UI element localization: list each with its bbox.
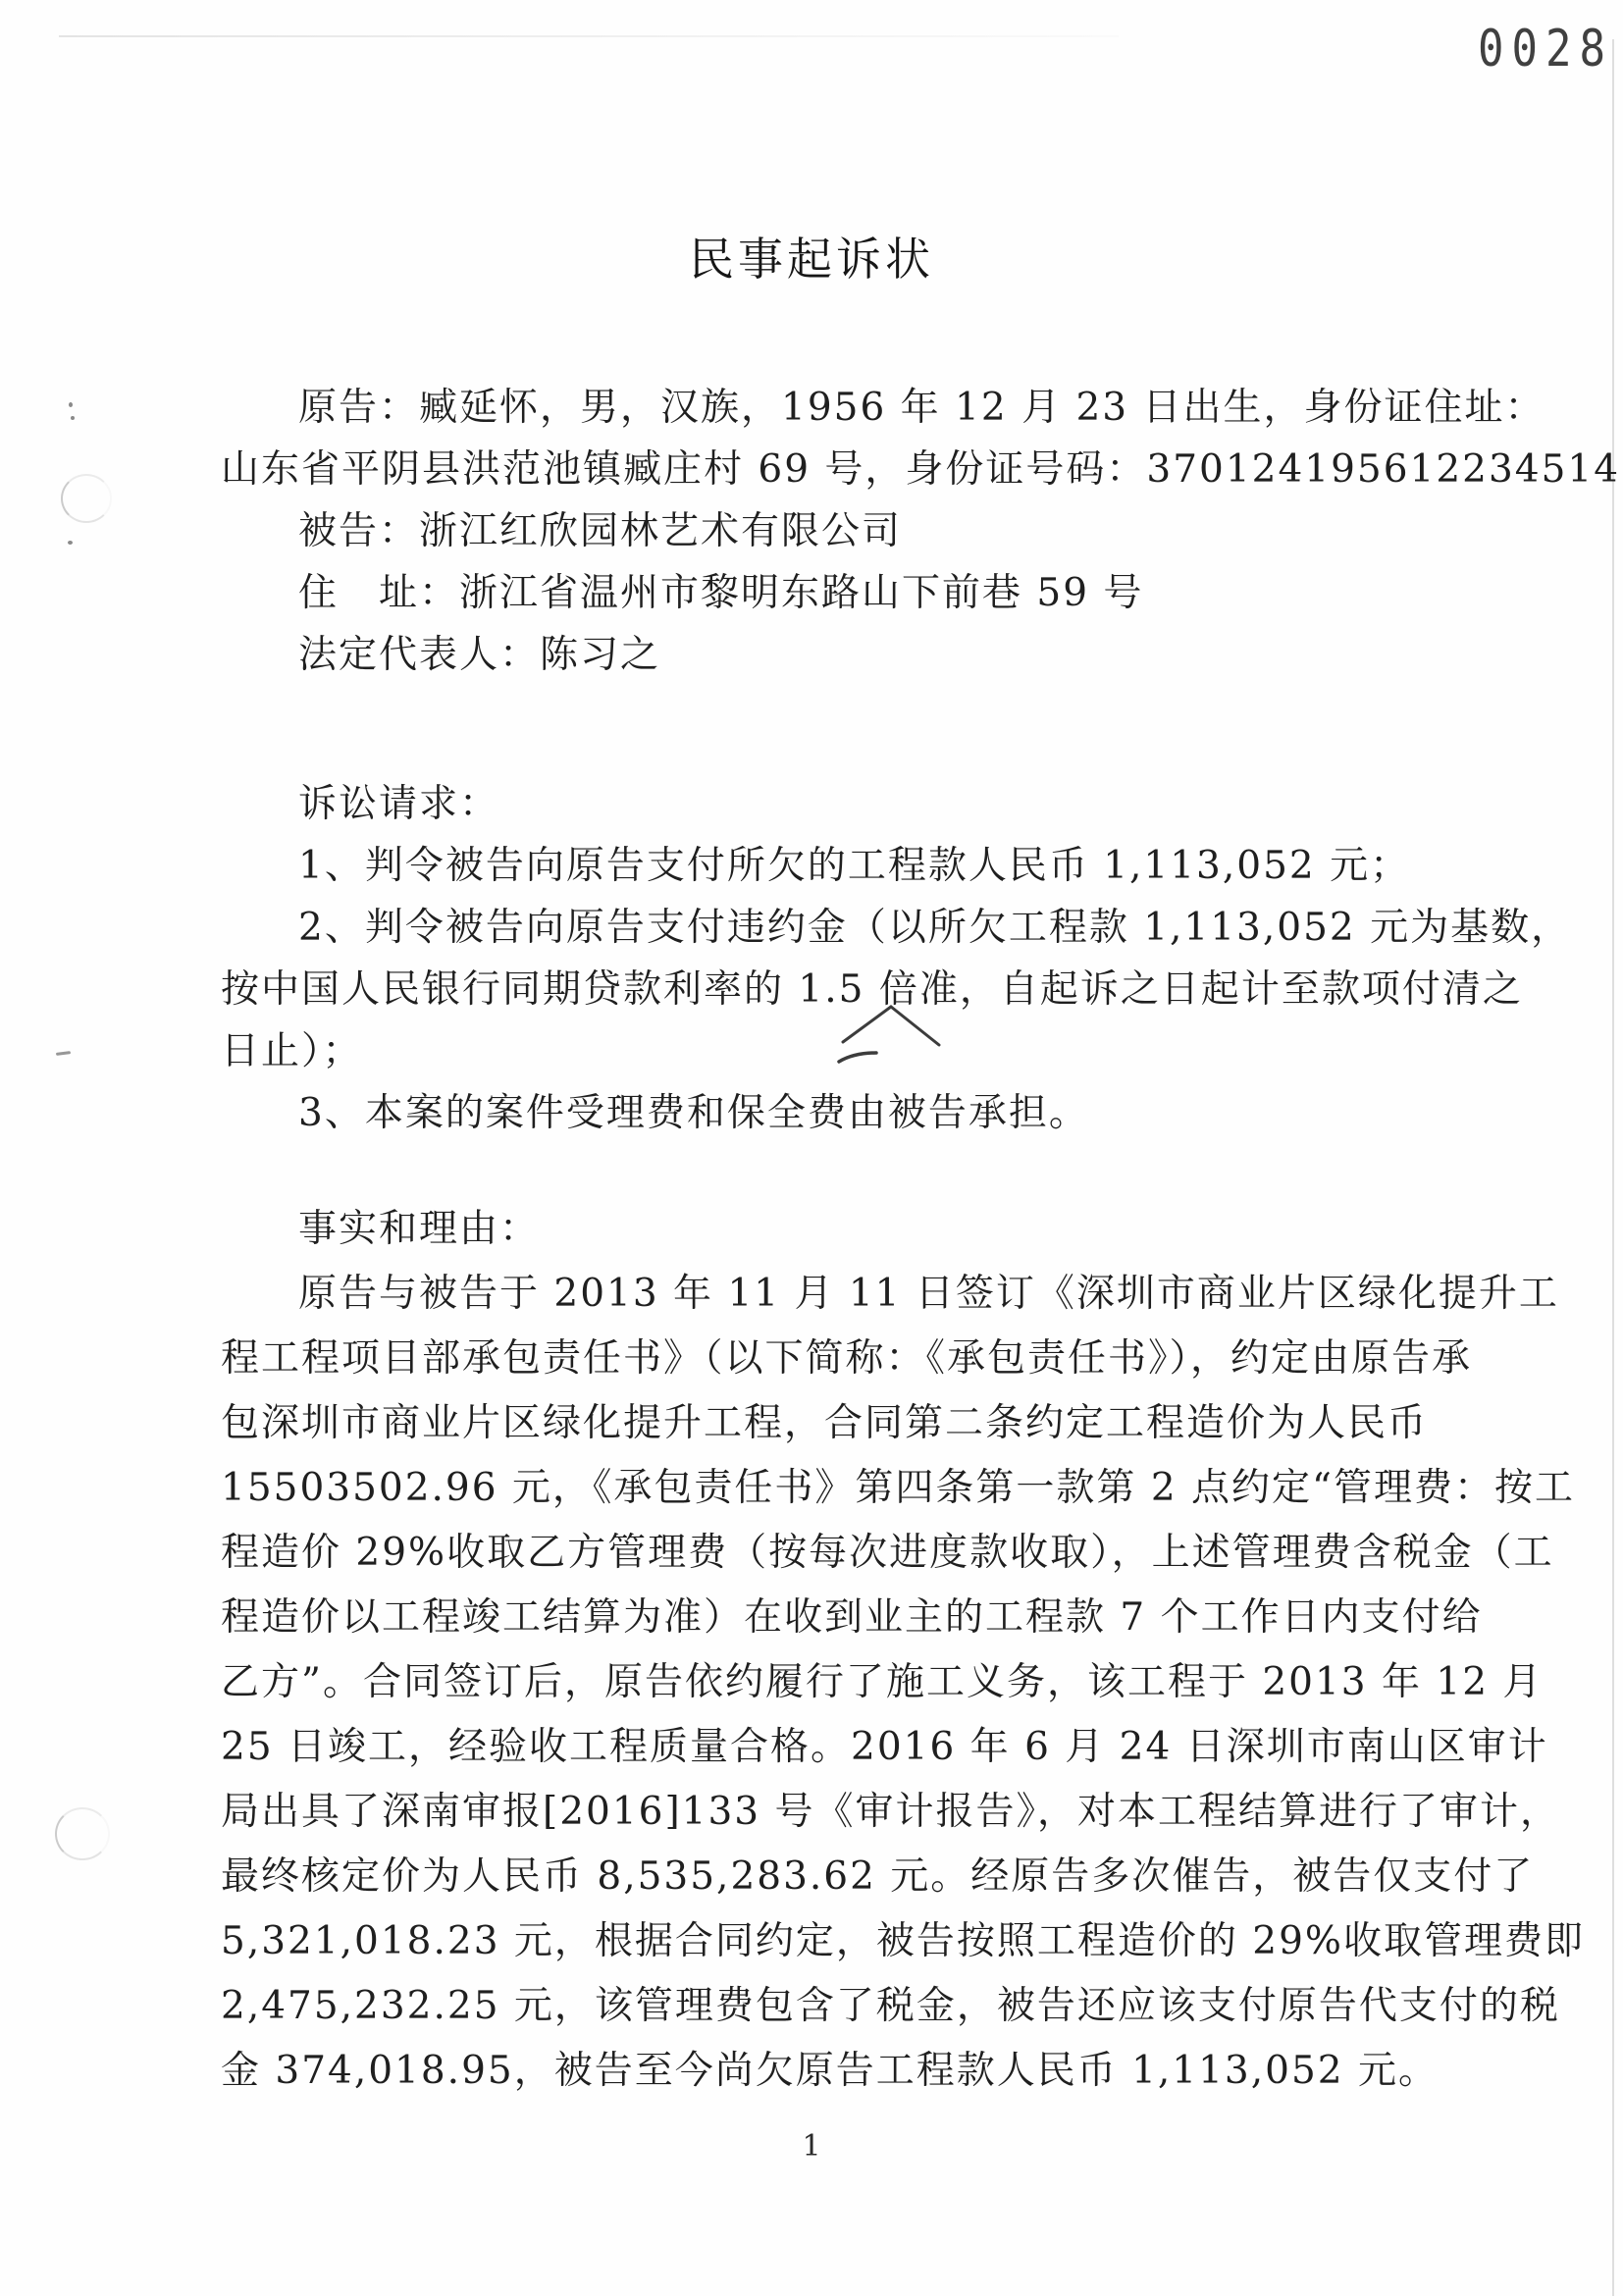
facts-heading: 事实和理由： <box>298 1207 541 1251</box>
scan-speck <box>71 416 75 420</box>
facts-line: 程工程项目部承包责任书》（以下简称：《承包责任书》），约定由原告承 <box>221 1336 1473 1381</box>
document-title: 民事起诉状 <box>689 233 934 286</box>
facts-section <box>221 1197 1585 2104</box>
claim-item-2-line-2: 按中国人民银行同期贷款利率的 1.5 倍准，自起诉之日起计至款项付清之 <box>221 967 1523 1012</box>
punch-hole-mark <box>61 474 112 523</box>
facts-line: 程造价 29%收取乙方管理费（按每次进度款收取），上述管理费含税金（工 <box>221 1531 1554 1575</box>
facts-line: 最终核定价为人民币 8,535,283.62 元。经原告多次催告，被告仅支付了 <box>221 1854 1535 1899</box>
claim-item-2-line-1: 2、判令被告向原告支付违约金（以所欠工程款 1,113,052 元为基数， <box>298 906 1572 950</box>
facts-line: 原告与被告于 2013 年 11 月 11 日签订《深圳市商业片区绿化提升工 <box>298 1272 1559 1316</box>
plaintiff-line-2: 山东省平阴县洪范池镇臧庄村 69 号，身份证号码：370124195612234514 <box>221 447 1621 492</box>
facts-line: 金 374,018.95，被告至今尚欠原告工程款人民币 1,113,052 元。 <box>221 2049 1439 2093</box>
claims-heading: 诉讼请求： <box>298 782 500 826</box>
facts-line: 局出具了深南审报[2016]133 号《审计报告》，对本工程结算进行了审计， <box>221 1790 1561 1834</box>
plaintiff-line-1: 原告：臧延怀，男，汉族，1956 年 12 月 23 日出生，身份证住址： <box>298 386 1545 430</box>
page-number: 1 <box>802 2129 821 2164</box>
facts-line: 乙方”。合同签订后，原告依约履行了施工义务，该工程于 2013 年 12 月 <box>221 1660 1544 1704</box>
claim-item-2-line-3: 日止）； <box>221 1029 363 1073</box>
facts-line: 包深圳市商业片区绿化提升工程，合同第二条约定工程造价为人民币 <box>221 1401 1429 1445</box>
defendant-address-line: 住 址：浙江省温州市黎明东路山下前巷 59 号 <box>298 571 1144 615</box>
facts-line: 程造价以工程竣工结算为准）在收到业主的工程款 7 个工作日内支付给 <box>221 1595 1483 1640</box>
defendant-line: 被告：浙江红欣园林艺术有限公司 <box>298 509 903 553</box>
scan-speck <box>69 402 73 407</box>
scan-speck <box>56 1051 71 1056</box>
parties-section <box>221 377 1621 686</box>
facts-line: 5,321,018.23 元，根据合同约定，被告按照工程造价的 29%收取管理费即 <box>221 1919 1585 1963</box>
scan-edge-right-artifact <box>1612 39 1614 2296</box>
facts-line: 15503502.96 元，《承包责任书》第四条第一款第 2 点约定“管理费：按工 <box>221 1466 1575 1510</box>
facts-line: 25 日竣工，经验收工程质量合格。2016 年 6 月 24 日深圳市南山区审计 <box>221 1725 1548 1769</box>
scan-edge-top-artifact <box>59 35 1119 37</box>
punch-hole-mark <box>55 1807 110 1860</box>
facts-line: 2,475,232.25 元，该管理费包含了税金，被告还应该支付原告代支付的税 <box>221 1984 1560 2028</box>
page-stamp-number: 0028 <box>1478 20 1613 79</box>
claim-item-3: 3、本案的案件受理费和保全费由被告承担。 <box>298 1091 1089 1135</box>
claims-section <box>221 773 1572 1144</box>
handwritten-caret-mark <box>829 1001 957 1074</box>
scan-speck <box>68 541 73 545</box>
legal-representative-line: 法定代表人：陈习之 <box>298 633 661 677</box>
claim-item-1: 1、判令被告向原告支付所欠的工程款人民币 1,113,052 元； <box>298 844 1411 888</box>
